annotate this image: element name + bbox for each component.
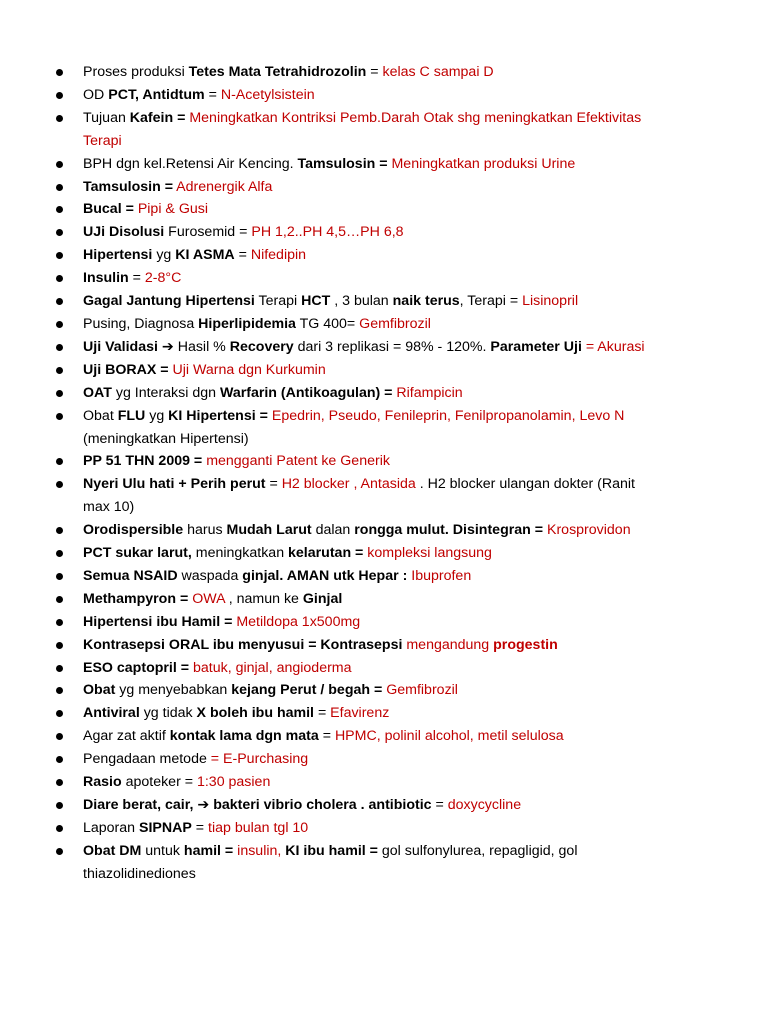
bullet-icon: [56, 184, 63, 191]
list-item: [0, 702, 768, 725]
text-segment: Tamsulosin =: [83, 178, 174, 195]
bullet-icon: [56, 527, 63, 534]
text-segment: OAT: [83, 384, 112, 401]
list-item: [0, 725, 768, 748]
list-item: [0, 473, 768, 519]
text-segment: 2-8°C: [144, 270, 182, 287]
bullet-icon: [56, 848, 63, 855]
text-segment: H2 blocker , Antasida: [281, 476, 416, 493]
text-segment: hamil =: [183, 842, 234, 859]
bullet-icon: [56, 413, 63, 420]
text-segment: Hasil %: [173, 338, 230, 355]
text-segment: =: [318, 728, 335, 745]
list-item: [0, 657, 768, 680]
list-item: [0, 748, 768, 771]
text-segment: PCT sukar larut,: [83, 545, 192, 562]
text-segment: Meningkatkan Kontriksi Pemb.Darah Otak shg meningkatkan Efektivitas Terapi: [83, 109, 642, 149]
text-segment: TG 400=: [295, 315, 360, 332]
text-segment: Krosprovidon: [543, 522, 631, 539]
text-segment: Ginjal: [302, 590, 343, 607]
text-segment: Ibuprofen: [407, 567, 472, 584]
text-segment: mengandung: [402, 636, 494, 653]
text-segment: mengganti Patent ke Generik: [206, 453, 390, 470]
text-segment: KI ibu hamil =: [285, 842, 378, 859]
text-segment: Furosemid =: [164, 224, 252, 241]
text-segment: Efavirenz: [330, 705, 390, 722]
text-segment: dalan: [311, 522, 355, 539]
text-segment: X boleh ibu hamil: [196, 705, 314, 722]
text-segment: Insulin: [83, 270, 129, 287]
text-segment: Adrenergik Alfa: [173, 178, 273, 195]
bullet-icon: [56, 161, 63, 168]
list-item: [0, 817, 768, 840]
text-segment: UJi Disolusi: [83, 224, 165, 241]
arrow-right-icon: ➔: [161, 338, 174, 355]
text-segment: Uji Validasi: [83, 338, 158, 355]
text-segment: ginjal. AMAN utk Hepar :: [242, 567, 408, 584]
list-item: [0, 336, 768, 359]
text-segment: Kafein =: [129, 109, 186, 126]
text-segment: Obat: [83, 682, 116, 699]
list-item: [0, 153, 768, 176]
text-segment: Gemfibrozil: [382, 682, 458, 699]
text-segment: Laporan: [83, 819, 140, 836]
text-segment: Pusing, Diagnosa: [83, 315, 199, 332]
text-segment: Pipi & Gusi: [133, 201, 208, 218]
bullet-icon: [56, 710, 63, 717]
bullet-icon: [56, 733, 63, 740]
text-segment: Obat: [83, 407, 118, 424]
text-segment: kompleksi langsung: [363, 545, 492, 562]
bullet-icon: [56, 642, 63, 649]
text-segment: meningkatkan: [191, 545, 289, 562]
text-segment: = E-Purchasing: [210, 751, 309, 768]
list-item: [0, 382, 768, 405]
list-item: [0, 61, 768, 84]
text-segment: =: [191, 819, 209, 836]
text-segment: KI Hipertensi =: [168, 407, 268, 424]
text-segment: KI ASMA: [175, 247, 235, 264]
text-segment: =: [431, 797, 448, 813]
list-item: [0, 565, 768, 588]
text-segment: =: [265, 476, 282, 493]
text-segment: ESO captopril =: [83, 659, 190, 676]
text-segment: yg Interaksi dgn: [111, 384, 220, 401]
text-segment: gol sulfonylurea, repagligid, gol thiazolidinediones: [83, 842, 578, 882]
list-item: [0, 267, 768, 290]
text-segment: batuk, ginjal, angioderma: [189, 659, 352, 676]
text-segment: , Terapi =: [459, 293, 523, 310]
text-segment: , namun ke: [224, 590, 303, 607]
text-segment: Terapi: [254, 293, 302, 310]
list-item: [0, 542, 768, 565]
bullet-icon: [56, 206, 63, 213]
text-segment: 1:30 pasien: [196, 774, 271, 791]
text-segment: progestin: [493, 636, 558, 653]
arrow-right-icon: ➔: [197, 797, 210, 813]
text-segment: BPH dgn kel.Retensi Air Kencing.: [83, 155, 298, 172]
text-segment: yg: [145, 407, 169, 424]
bullet-icon: [56, 550, 63, 557]
text-segment: Uji BORAX =: [83, 361, 169, 378]
list-item: [0, 840, 768, 886]
text-segment: . H2 blocker ulangan dokter (Ranit max 10): [83, 476, 635, 516]
list-item: [0, 794, 768, 817]
text-segment: dari 3 replikasi = 98% - 120%.: [293, 338, 491, 355]
text-segment: Parameter Uji: [490, 338, 582, 355]
text-segment: kontak lama dgn mata: [169, 728, 319, 745]
bullet-icon: [56, 92, 63, 99]
list-item: [0, 290, 768, 313]
text-segment: Gagal Jantung Hipertensi: [83, 293, 255, 310]
text-segment: bakteri vibrio cholera . antibiotic: [209, 797, 432, 813]
list-item: [0, 405, 768, 451]
list-item: [0, 519, 768, 542]
text-segment: =: [314, 705, 331, 722]
text-segment: untuk: [141, 842, 184, 859]
bullet-icon: [56, 596, 63, 603]
text-segment: Kontrasepsi ORAL ibu menyusui = Kontrasepsi: [83, 636, 403, 653]
text-segment: kejang Perut / begah =: [231, 682, 383, 699]
list-item: [0, 244, 768, 267]
text-segment: Hipertensi ibu Hamil =: [83, 613, 233, 630]
list-item: [0, 221, 768, 244]
text-segment: Tujuan: [83, 109, 130, 126]
list-item: [0, 611, 768, 634]
text-segment: Antiviral: [83, 705, 140, 722]
bullet-icon: [56, 779, 63, 786]
notes-list: [0, 61, 768, 886]
text-segment: Tetes Mata Tetrahidrozolin: [188, 64, 367, 80]
text-segment: naik terus: [392, 293, 460, 310]
bullet-icon: [56, 275, 63, 282]
text-segment: Epedrin, Pseudo, Fenileprin, Fenilpropanolamin, Levo N: [271, 407, 625, 424]
bullet-icon: [56, 321, 63, 328]
text-segment: =: [366, 64, 383, 80]
text-segment: SIPNAP: [139, 819, 192, 836]
text-segment: HPMC, polinil alcohol, metil selulosa: [334, 728, 564, 745]
list-item: [0, 359, 768, 382]
bullet-icon: [56, 390, 63, 397]
bullet-icon: [56, 69, 63, 76]
text-segment: apoteker =: [121, 774, 197, 791]
bullet-icon: [56, 573, 63, 580]
text-segment: PCT, Antidtum: [108, 86, 205, 103]
text-segment: yg tidak: [139, 705, 197, 722]
bullet-icon: [56, 825, 63, 832]
text-segment: Gemfibrozil: [359, 315, 431, 332]
list-item: [0, 107, 768, 153]
text-segment: PH 1,2..PH 4,5…PH 6,8: [251, 224, 404, 241]
bullet-icon: [56, 458, 63, 465]
list-item: [0, 176, 768, 199]
text-segment: = Akurasi: [581, 338, 645, 355]
text-segment: Bucal =: [83, 201, 134, 218]
text-segment: Nifedipin: [250, 247, 307, 264]
text-segment: Agar zat aktif: [83, 728, 170, 745]
text-segment: Hiperlipidemia: [198, 315, 296, 332]
text-segment: Rasio: [83, 774, 122, 791]
list-item: [0, 198, 768, 221]
text-segment: =: [234, 247, 251, 264]
text-segment: =: [128, 270, 145, 287]
text-segment: Diare berat, cair,: [83, 797, 198, 813]
text-segment: Recovery: [229, 338, 294, 355]
bullet-icon: [56, 665, 63, 672]
bullet-icon: [56, 115, 63, 122]
text-segment: kelarutan =: [288, 545, 364, 562]
text-segment: Orodispersible: [83, 522, 184, 539]
bullet-icon: [56, 252, 63, 259]
text-segment: OD: [83, 86, 109, 103]
list-item: [0, 450, 768, 473]
list-item: [0, 771, 768, 794]
text-segment: Obat DM: [83, 842, 142, 859]
bullet-icon: [56, 481, 63, 488]
text-segment: Rifampicin: [392, 384, 463, 401]
text-segment: Hipertensi: [83, 247, 153, 264]
text-segment: waspada: [177, 567, 243, 584]
text-segment: (meningkatkan Hipertensi): [83, 430, 249, 447]
text-segment: PP 51 THN 2009 =: [83, 453, 203, 470]
text-segment: Semua NSAID: [83, 567, 178, 584]
list-item: [0, 588, 768, 611]
text-segment: yg: [152, 247, 176, 264]
text-segment: Pengadaan metode: [83, 751, 211, 768]
text-segment: Nyeri Ulu hati + Perih perut: [83, 476, 266, 493]
text-segment: doxycycline: [447, 797, 522, 813]
text-segment: HCT: [301, 293, 331, 310]
text-segment: , 3 bulan: [330, 293, 393, 310]
text-segment: N-Acetylsistein: [220, 86, 315, 103]
text-segment: OWA: [192, 590, 225, 607]
text-segment: harus: [183, 522, 227, 539]
text-segment: =: [204, 86, 221, 103]
bullet-icon: [56, 229, 63, 236]
text-segment: Metildopa 1x500mg: [232, 613, 361, 630]
text-segment: Tamsulosin =: [297, 155, 388, 172]
text-segment: insulin,: [237, 842, 282, 859]
text-segment: Mudah Larut: [226, 522, 312, 539]
text-segment: Uji Warna dgn Kurkumin: [172, 361, 326, 378]
text-segment: yg menyebabkan: [115, 682, 232, 699]
text-segment: Methampyron =: [83, 590, 189, 607]
text-segment: Proses produksi: [83, 64, 189, 80]
text-segment: kelas C sampai D: [382, 64, 494, 80]
list-item: [0, 313, 768, 336]
text-segment: Warfarin (Antikoagulan) =: [219, 384, 393, 401]
text-segment: Meningkatkan produksi Urine: [391, 155, 576, 172]
text-segment: FLU: [117, 407, 146, 424]
bullet-icon: [56, 687, 63, 694]
list-item: [0, 84, 768, 107]
list-item: [0, 679, 768, 702]
bullet-icon: [56, 298, 63, 305]
bullet-icon: [56, 756, 63, 763]
text-segment: Lisinopril: [522, 293, 579, 310]
bullet-icon: [56, 802, 63, 809]
bullet-icon: [56, 367, 63, 374]
bullet-icon: [56, 619, 63, 626]
bullet-icon: [56, 344, 63, 351]
text-segment: rongga mulut. Disintegran =: [354, 522, 544, 539]
list-item: [0, 634, 768, 657]
text-segment: tiap bulan tgl 10: [208, 819, 309, 836]
